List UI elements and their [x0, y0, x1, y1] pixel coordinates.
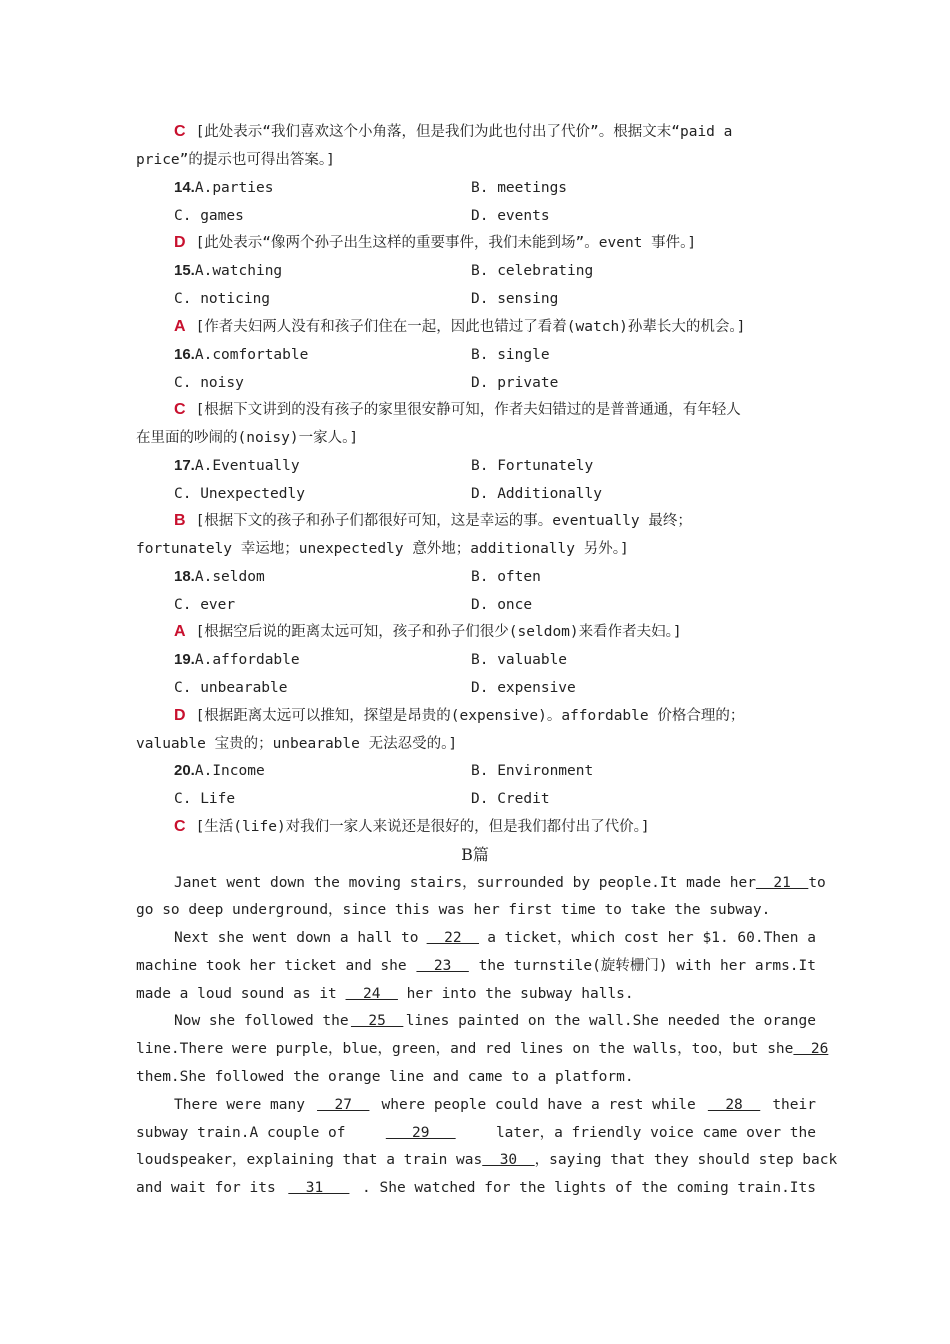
option-b: B. single: [471, 347, 550, 363]
option-b: B. celebrating: [471, 263, 594, 279]
option-c: C. noisy: [174, 375, 244, 391]
passage-text: go so deep underground，since this was her first time to take the subway.: [136, 902, 771, 918]
blank-22: 22: [426, 930, 480, 946]
passage-text: their: [772, 1097, 816, 1113]
option-d: D. once: [471, 597, 533, 613]
question-16-row2: [174, 370, 816, 396]
passage-line: [136, 1120, 816, 1146]
passage-text: to: [808, 875, 826, 891]
answer-letter: C: [174, 818, 186, 835]
option-b: B. valuable: [471, 652, 568, 668]
explanation-q17: [174, 508, 816, 534]
question-20-row2: [174, 786, 816, 812]
passage-text: lines painted on the wall.She needed the orange: [405, 1013, 816, 1029]
answer-letter: B: [174, 512, 186, 529]
passage-text: line.There were purple，blue，green，and red lines on the walls，too，but she: [136, 1041, 794, 1057]
explanation-text: [根据下文讲到的没有孩子的家里很安静可知，作者夫妇错过的是普普通通，有年轻人: [195, 402, 741, 418]
option-a: A.watching: [194, 263, 283, 279]
passage-text: a ticket，which cost her $1. 60.Then a: [487, 930, 816, 946]
option-a: A.Eventually: [194, 458, 300, 474]
explanation-text: [生活(life)对我们一家人来说还是很好的，但是我们都付出了代价。]: [195, 819, 650, 835]
explanation-text: [根据空后说的距离太远可知，孩子和孙子们很少(seldom)来看作者夫妇。]: [195, 624, 682, 640]
explanation-text: [根据距离太远可以推知，探望是昂贵的(expensive)。affordable 价格合理的；: [195, 708, 745, 724]
explanation-text: [作者夫妇两人没有和孩子们住在一起，因此也错过了看着(watch)孙辈长大的机会。]: [195, 319, 746, 335]
passage-text: Janet went down the moving stairs，surrounded by people.It made her: [174, 875, 756, 891]
passage-text: and wait for its: [136, 1180, 276, 1196]
question-16: [174, 342, 816, 368]
explanation-text: fortunately 幸运地；unexpectedly 意外地；additionally 另外。]: [136, 541, 629, 557]
passage-text: the turnstile(旋转栅门) with her arms.It: [478, 958, 816, 974]
blank-28: 28: [707, 1097, 761, 1113]
blank-27: 27: [317, 1097, 370, 1113]
question-17-row2: [174, 481, 816, 507]
option-d: D. sensing: [471, 291, 559, 307]
question-number: 14.: [174, 179, 195, 196]
option-d: D. Credit: [471, 791, 550, 807]
passage-text: machine took her ticket and she: [136, 958, 407, 974]
passage-line: [136, 1175, 816, 1201]
blank-31: 31: [288, 1180, 350, 1196]
passage-line: [136, 981, 816, 1007]
question-number: 18.: [174, 568, 195, 585]
passage-text: her into the subway halls.: [406, 986, 634, 1002]
passage-text: . She watched for the lights of the coming train.Its: [362, 1180, 816, 1196]
section-title: B篇: [461, 845, 489, 864]
passage-text: loudspeaker，explaining that a train was: [136, 1152, 483, 1168]
explanation-q16: [174, 397, 816, 423]
passage-text: later，a friendly voice came over the: [495, 1125, 816, 1141]
option-a: A.parties: [194, 180, 274, 196]
explanation-q14: [174, 230, 816, 256]
passage-line: [174, 1092, 816, 1118]
passage-line: [136, 1036, 829, 1062]
explanation-text: [根据下文的孩子和孙子们都很好可知，这是幸运的事。eventually 最终；: [195, 513, 692, 529]
option-d: D. Additionally: [471, 486, 602, 502]
explanation-q20: [174, 814, 816, 840]
passage-text: them.She followed the orange line and came to a platform.: [136, 1069, 634, 1085]
option-d: D. private: [471, 375, 559, 391]
explanation-text: valuable 宝贵的；unbearable 无法忍受的。]: [136, 736, 458, 752]
answer-letter: D: [174, 234, 186, 251]
passage-text: subway train.A couple of: [136, 1125, 346, 1141]
option-a: A.seldom: [194, 569, 265, 585]
question-19-row2: [174, 675, 816, 701]
option-c: C. noticing: [174, 291, 271, 307]
question-number: 20.: [174, 762, 195, 779]
passage-text: Next she went down a hall to: [174, 930, 419, 946]
option-b: B. often: [471, 569, 541, 585]
blank-23: 23: [416, 958, 469, 974]
explanation-q13: [174, 119, 816, 145]
passage-text: ，saying that they should step back: [534, 1152, 838, 1168]
passage-line: [136, 953, 816, 979]
question-number: 19.: [174, 651, 195, 668]
blank-24: 24: [345, 986, 398, 1002]
answer-letter: C: [174, 401, 186, 418]
answer-letter: C: [174, 123, 186, 140]
option-c: C. games: [174, 208, 244, 224]
blank-21: 21: [755, 875, 809, 891]
explanation-q15: [174, 314, 816, 340]
option-b: B. meetings: [471, 180, 568, 196]
explanation-text: [此处表示“我们喜欢这个小角落，但是我们为此也付出了代价”。根据文末“paid a: [195, 124, 733, 140]
blank-29: 29: [385, 1125, 456, 1141]
option-b: B. Environment: [471, 763, 594, 779]
blank-30: 30: [482, 1152, 535, 1168]
question-14: [174, 175, 816, 201]
passage-line: [174, 925, 816, 951]
question-18-row2: [174, 592, 816, 618]
option-a: A.affordable: [194, 652, 300, 668]
option-b: B. Fortunately: [471, 458, 594, 474]
question-15-row2: [174, 286, 816, 312]
question-19: [174, 647, 816, 673]
question-number: 15.: [174, 262, 195, 279]
option-d: D. events: [471, 208, 550, 224]
explanation-text: price”的提示也可得出答案。]: [136, 152, 335, 168]
option-c: C. Unexpectedly: [174, 486, 305, 502]
blank-26: 26: [793, 1041, 829, 1057]
passage-text: made a loud sound as it: [136, 986, 337, 1002]
answer-letter: A: [174, 623, 186, 640]
answer-letter: A: [174, 318, 186, 335]
explanation-q19: [174, 703, 816, 729]
question-14-row2: [174, 203, 816, 229]
option-a: A.Income: [194, 763, 265, 779]
question-number: 16.: [174, 346, 195, 363]
blank-25: 25: [350, 1013, 404, 1029]
passage-line: [136, 1147, 838, 1173]
option-c: C. Life: [174, 791, 236, 807]
passage-line: [174, 870, 826, 896]
option-c: C. unbearable: [174, 680, 288, 696]
explanation-q18: [174, 619, 816, 645]
question-15: [174, 258, 816, 284]
explanation-text: [此处表示“像两个孙子出生这样的重要事件，我们未能到场”。event 事件。]: [195, 235, 697, 251]
answer-letter: D: [174, 707, 186, 724]
passage-text: where people could have a rest while: [381, 1097, 696, 1113]
question-17: [174, 453, 816, 479]
explanation-text: 在里面的吵闹的(noisy)一家人。]: [136, 430, 359, 446]
option-a: A.comfortable: [194, 347, 309, 363]
option-c: C. ever: [174, 597, 236, 613]
question-18: [174, 564, 816, 590]
passage-line: [174, 1008, 816, 1034]
question-20: [174, 758, 816, 784]
passage-text: Now she followed the: [174, 1013, 349, 1029]
option-d: D. expensive: [471, 680, 576, 696]
passage-text: There were many: [174, 1097, 305, 1113]
question-number: 17.: [174, 457, 195, 474]
